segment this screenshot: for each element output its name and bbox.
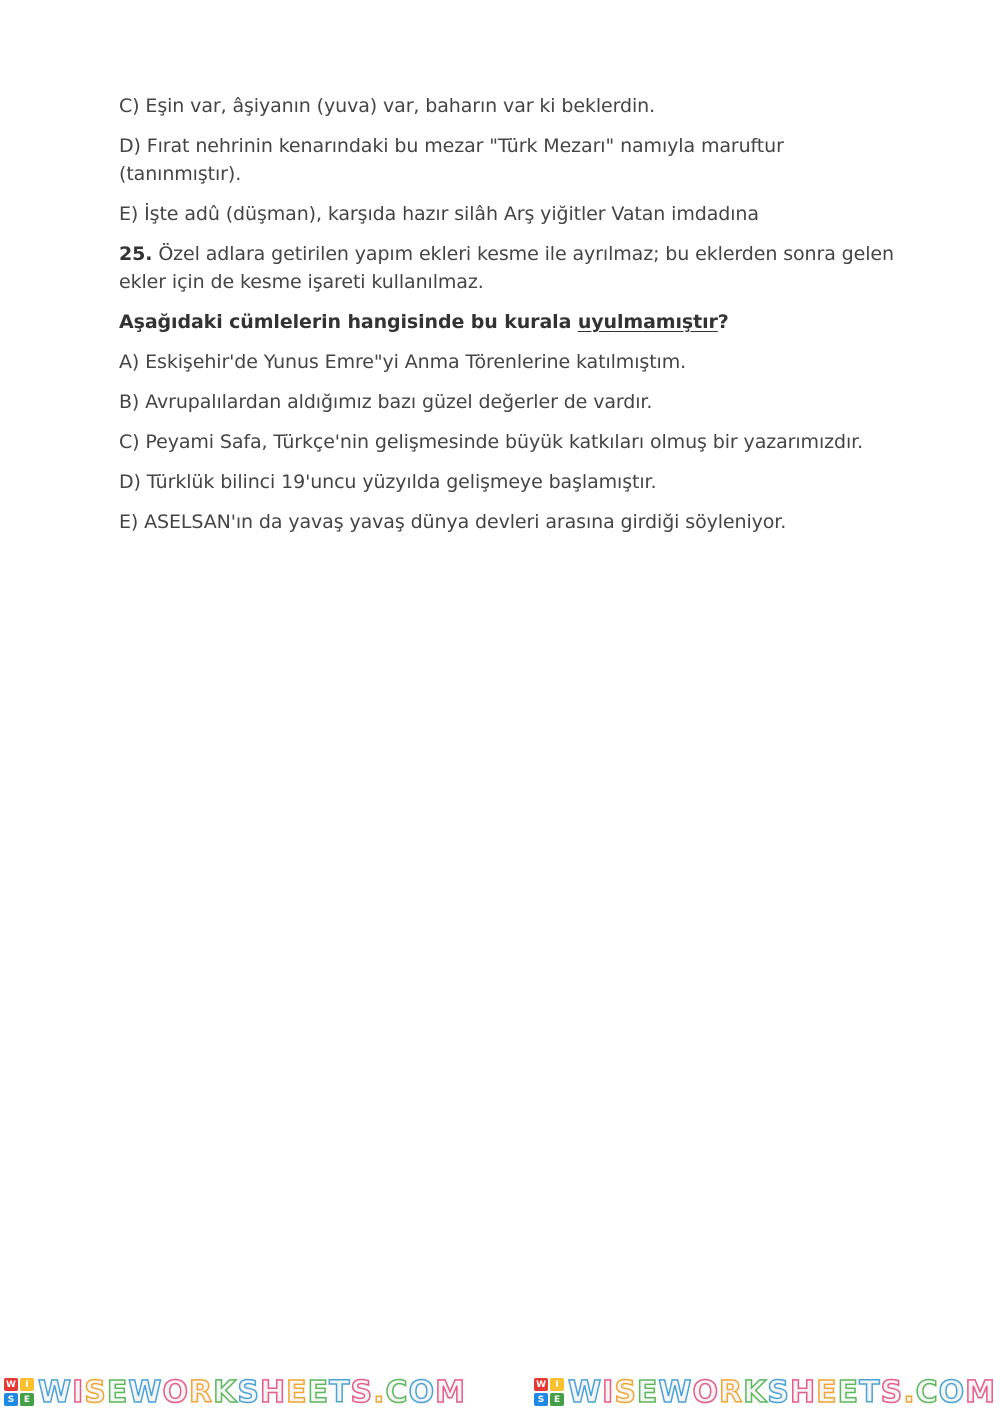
wise-logo-icon <box>4 1378 34 1406</box>
watermark-letter: E <box>636 1374 659 1410</box>
watermark-letter: E <box>816 1374 838 1410</box>
option-c: C) Peyami Safa, Türkçe'nin gelişmesinde büyük katkıları olmuş bir yazarımızdır. <box>119 431 864 453</box>
watermark-letter: T <box>859 1374 881 1410</box>
watermark-letter: S <box>84 1374 107 1410</box>
watermark-letter: O <box>938 1374 966 1410</box>
watermark-text <box>568 1375 996 1410</box>
watermark-footer <box>0 1374 1000 1410</box>
watermark-letter: W <box>658 1374 693 1410</box>
logo-letter: S <box>534 1393 548 1406</box>
option-e-prev: E) İşte adû (düşman), karşıda hazır silâh Arş yiğitler Vatan imdadına <box>119 203 759 225</box>
watermark-letter: S <box>880 1374 904 1410</box>
question-prompt <box>119 308 899 336</box>
option-e: E) ASELSAN'ın da yavaş yavaş dünya devleri arasına girdiği söyleniyor. <box>119 511 787 533</box>
watermark-letter: K <box>213 1374 238 1410</box>
worksheet-content <box>119 92 899 548</box>
logo-letter: E <box>550 1393 564 1406</box>
watermark-letter: R <box>188 1374 214 1410</box>
logo-letter: I <box>20 1378 34 1391</box>
watermark-letter: R <box>719 1374 744 1410</box>
logo-letter: S <box>4 1393 18 1406</box>
watermark-letter: H <box>259 1374 287 1410</box>
question-25-text <box>119 240 899 296</box>
watermark-letter: O <box>408 1374 436 1410</box>
watermark-text <box>38 1375 466 1410</box>
prompt-before: Aşağıdaki cümlelerin hangisinde bu kurala <box>119 311 578 333</box>
watermark-letter: S <box>767 1374 790 1410</box>
watermark-letter: S <box>350 1374 374 1410</box>
watermark-letter: E <box>837 1374 860 1410</box>
option-d: D) Türklük bilinci 19'uncu yüzyılda gelişmeye başlamıştır. <box>119 471 657 493</box>
watermark-right <box>534 1375 996 1410</box>
watermark-letter: C <box>385 1374 409 1410</box>
watermark-letter: W <box>128 1374 163 1410</box>
watermark-letter: S <box>614 1374 637 1410</box>
watermark-letter: E <box>286 1374 308 1410</box>
question-number: 25. <box>119 243 153 265</box>
question-stem: Özel adlara getirilen yapım ekleri kesme ile ayrılmaz; bu eklerden sonra gelen ekler için de kesme işareti kullanılmaz. <box>119 243 894 293</box>
prompt-after: ? <box>717 311 729 333</box>
option-a: A) Eskişehir'de Yunus Emre"yi Anma Törenlerine katılmıştım. <box>119 351 687 373</box>
watermark-letter: O <box>162 1374 189 1410</box>
watermark-letter: O <box>692 1374 720 1410</box>
watermark-letter: M <box>965 1374 996 1410</box>
option-c-prev: C) Eşin var, âşiyanın (yuva) var, baharın var ki beklerdin. <box>119 95 656 117</box>
watermark-letter: . <box>903 1374 916 1410</box>
watermark-left <box>4 1375 466 1410</box>
option-d-prev: D) Fırat nehrinin kenarındaki bu mezar "Türk Mezarı" namıyla maruftur (tanınmıştır). <box>119 135 784 185</box>
logo-letter: W <box>534 1378 548 1391</box>
watermark-letter: M <box>435 1374 466 1410</box>
watermark-letter: H <box>790 1374 817 1410</box>
wise-logo-icon <box>534 1378 564 1406</box>
watermark-letter: T <box>329 1374 351 1410</box>
watermark-letter: I <box>72 1374 85 1410</box>
watermark-letter: I <box>602 1374 615 1410</box>
watermark-letter: . <box>373 1374 386 1410</box>
watermark-letter: E <box>106 1374 129 1410</box>
logo-letter: E <box>20 1393 34 1406</box>
watermark-letter: W <box>38 1374 73 1410</box>
logo-letter: W <box>4 1378 18 1391</box>
option-b: B) Avrupalılardan aldığımız bazı güzel değerler de vardır. <box>119 391 653 413</box>
watermark-letter: W <box>568 1374 603 1410</box>
prompt-underlined: uyulmamıştır <box>577 311 718 333</box>
watermark-letter: E <box>307 1374 330 1410</box>
watermark-letter: S <box>237 1374 260 1410</box>
watermark-letter: K <box>743 1374 768 1410</box>
logo-letter: I <box>550 1378 564 1391</box>
watermark-letter: C <box>915 1374 939 1410</box>
